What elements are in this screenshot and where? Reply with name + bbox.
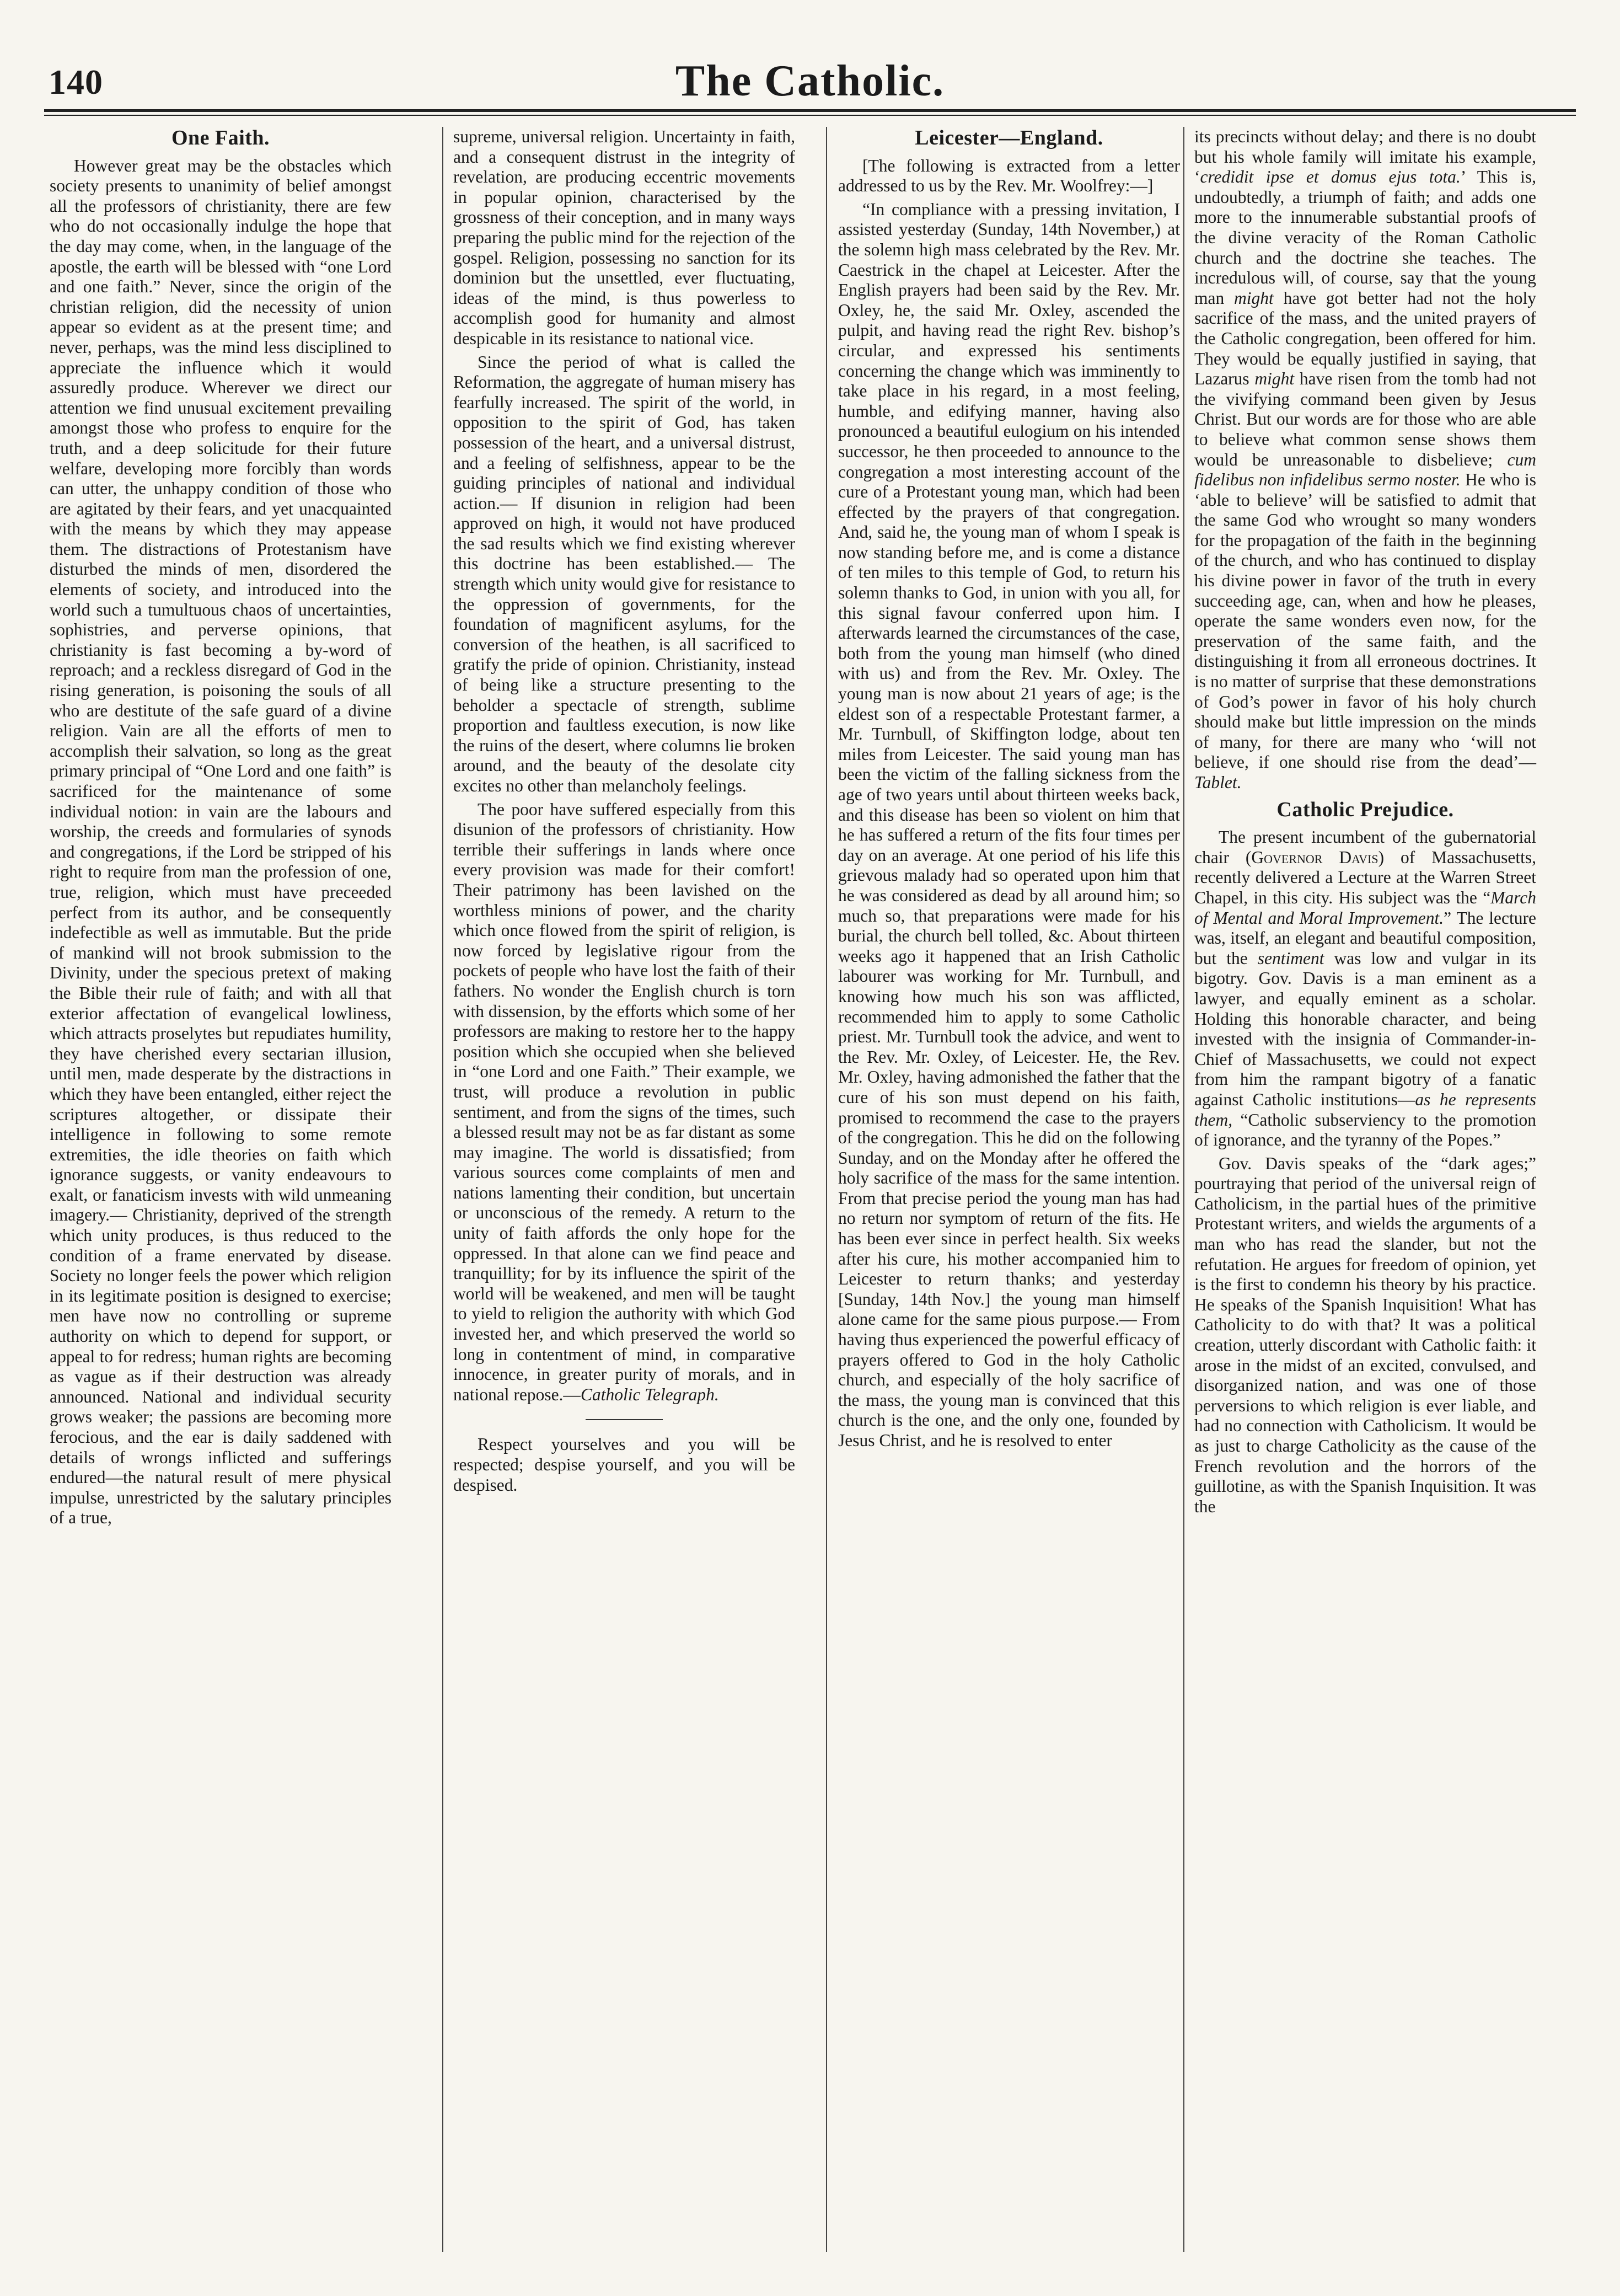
article-heading: Leicester—England. [915, 126, 1103, 149]
paragraph [1194, 827, 1536, 1150]
paragraph: Since the period of what is called the Reformation, the aggregate of human misery has fearfully increased. The spirit of the world, in opposition to the spirit of God, has taken possession of the heart, and a universal distrust, and a feeling of selfishness, appear to be the guiding principles of national and individual action.— If disunion in religion had been approved on high, it would not have produced the sad results which we find existing wherever this doctrine has been established.— The strength which unity would give for resistance to the oppression of governments, for the foundation of magnificent asylums, for the conversion of the heathen, is all sacrificed to gratify the pride of opinion. Christianity, instead of being like a structure presenting to the beholder a spectacle of strength, sublime proportion and faultless execution, is now like the ruins of the desert, where columns lie broken around, and the beauty of the desolate city excites no other than melancholy feelings. [453, 352, 795, 795]
article-heading: Catholic Prejudice. [1276, 798, 1454, 821]
paragraph [453, 800, 795, 1405]
page-number: 140 [49, 62, 103, 101]
latin-quote: credidit ipse et domus ejus tota. [1200, 167, 1461, 187]
text-run: have got better had not the holy sacrifice of the mass, and the united prayers of the Catholic congregation, been offered for him. They would be equally justified in saying, that Lazarus [1194, 288, 1536, 389]
text-run: ” The lecture was, itself, an elegant and beautiful composition, but the [1194, 908, 1536, 968]
text-run: He who is ‘able to believe’ will be satisfied to admit that the same God who wrought so many wonders for the propagation of the faith in the beginning of the church, and who has continued to display his divine power in favor of the truth in every succeeding age, can, when and how he pleases, operate the same wonders even now, for the preservation of the same faith, and the distinguishing it from all erroneous doctrines. It is no matter of surprise that these demonstrations of God’s power in favor of his holy church should make but little impression on the minds of many, for there are many who ‘will not believe, if one should rise from the dead’— [1194, 470, 1536, 772]
masthead: The Catholic. [675, 57, 945, 105]
article-heading: One Faith. [171, 126, 270, 149]
text-run: The present incumbent of the gubernatorial chair ( [1194, 827, 1536, 867]
emphasis: sentiment [1257, 948, 1324, 968]
column-1 [50, 127, 391, 1528]
text-run: was low and vulgar in its bigotry. Gov. Davis is a man eminent as a lawyer, and equally eminent as a scholar. Holding this honorable character, and being invested with the insignia of Commander-in-Chief of Massachusetts, we could not expect from him the rampant bigotry of a fanatic against Catholic institutions— [1194, 948, 1536, 1109]
intro-note: [The following is extracted from a letter addressed to us by the Rev. Mr. Woolfrey:—] [838, 156, 1180, 196]
paragraph-text: The poor have suffered especially from this disunion of the professors of christianity. How terrible their sufferings in lands where once every provision was made for their comfort! Their patrimony has been lavished on the worthless minions of power, and the charity which once flowed from the spirit of religion, is now forced by legislative rigour from the pockets of people who have lost the faith of their fathers. No wonder the English church is torn with dissension, by the efforts which some of her professors are making to restore her to the happy position which she occupied when she believed in “one Lord and one Faith.” Their example, we trust, will produce a revolution in public sentiment, and from the signs of the times, such a blessed result may not be as far distant as some may imagine. The world is dissatisfied; from various sources come complaints of men and nations lamenting their condition, but uncertain or unconscious of the remedy. A return to the unity of faith affords the only hope for the oppressed. In that alone can we find peace and tranquillity; for by its influence the spirit of the world will be weakened, and men will be taught to yield to religion the authority with which God invested her, and which preserved the world so long in contentment of mind, in comparative innocence, in greater purity of morals, and in national repose.— [453, 799, 795, 1404]
paragraph [1194, 127, 1536, 793]
emphasis: might [1254, 369, 1295, 389]
column-divider [442, 127, 443, 2252]
text-run: ) of Massachusetts, recently delivered a Lecture at the Warren Street Chapel, in this city. His subject was the “ [1194, 847, 1536, 907]
column-divider [1183, 127, 1184, 2252]
source-credit: Catholic Telegraph. [580, 1384, 719, 1404]
header-rule [44, 109, 1576, 112]
column-divider [826, 127, 827, 2252]
text-run: ’ This is, undoubtedly, a triumph of faith; and adds one more to the innumerable substantial proofs of the divine veracity of the Roman Catholic church and the doctrine she teaches. The incredulous will, of course, say that the young man [1194, 167, 1536, 308]
section-rule [586, 1419, 663, 1420]
column-3 [838, 127, 1180, 1451]
emphasis: as he represents them, [1194, 1089, 1536, 1130]
emphasis: might [1234, 288, 1274, 308]
column-4 [1194, 127, 1536, 1517]
text-run: have risen from the tomb had not the vivifying command been given by Jesus Christ. But our words are for those who are able to believe what common sense shows them would be unreasonable to disbelieve; [1194, 369, 1536, 469]
paragraph: Respect yourselves and you will be respected; despise yourself, and you will be despised. [453, 1435, 795, 1495]
source-credit: Tablet. [1194, 773, 1242, 792]
text-run: its precincts without delay; and there is no doubt but his whole family will imitate his example, ‘ [1194, 127, 1536, 187]
column-2 [453, 127, 795, 1495]
lecture-title: March of Mental and Moral Improvement. [1194, 887, 1536, 928]
header-rule-thin [44, 115, 1576, 116]
small-caps-name: Governor Davis [1251, 847, 1378, 867]
paragraph: However great may be the obstacles which society presents to unanimity of belief amongst all the professors of christianity, there are few who do not occasionally indulge the hope that the day may come, when, in the language of the apostle, the earth will be blessed with “one Lord and one faith.” Never, since the origin of the christian religion, did the necessity of union appear so evident as at the present time; and never, perhaps, was the mind less disciplined to appreciate the influence which it would assuredly produce. Wherever we direct our attention we find unusual excitement prevailing amongst those who profess to enquire for the truth, and a deep solicitude for their future welfare, developing more forcibly than words can utter, the unhappy condition of those who are agitated by their fears, and yet unacquainted with the means by which they may appease them. The distractions of Protestanism have disturbed the minds of men, disordered the elements of society, and introduced into the world such a tumultuous chaos of uncertainties, sophistries, and perverse opinions, that christianity is fast becoming a by-word of reproach; and a reckless disregard of God in the rising generation, is poisoning the souls of all who are destitute of the safe guard of a divine religion. Vain are all the efforts of men to accomplish their salvation, so long as the great primary principal of “One Lord and one faith” is sacrificed for the maintenance of some individual notion: in vain are the labours and worship, the creeds and formularies of synods and congregations, if the Lord be stripped of his right to require from man the profession of one, true, religion, which must have preceeded perfect from its author, and be consequently indefectible as well as immutable. But the pride of mankind will not brook submission to the Divinity, under the specious pretext of making the Bible their rule of faith; and with all that exterior affectation of evangelical lowliness, which attracts proselytes but repudiates humility, they have cherished every sectarian illusion, until men, made desperate by the distractions in which they have been entangled, either reject the scriptures altogether, or dissipate their intelligence in following to some remote extremities, the idle theories on faith which ignorance suggests, or vanity endeavours to exalt, or fanaticism invests with wild unmeaning imagery.— Christianity, deprived of the strength which unity produces, is thus reduced to the condition of a frame enervated by disease. Society no longer feels the power which religion in its legitimate position is designed to exercise; men have now no controlling or supreme authority on which to depend for support, or appeal to for redress; human rights are becoming as vague as if their destruction was already announced. National and individual security grows weaker; the passions are becoming more ferocious, and the ear is daily saddened with details of wrongs inflicted and sufferings endured—the natural result of mere physical impulse, unrestricted by the salutary principles of a true, [50, 156, 391, 1528]
paragraph: Gov. Davis speaks of the “dark ages;” pourtraying that period of the universal reign of Catholicism, in the partial hues of the primitive Protestant writers, and wields the arguments of a man who has read the slander, but not the refutation. He argues for freedom of opinion, yet is the first to condemn his theory by his practice. He speaks of the Spanish Inquisition! What has Catholicity to do with that? It was a political creation, utterly discordant with Catholic faith: it arose in the midst of an excited, convulsed, and disorganized nation, and was one of those perversions to which religion is ever liable, and had no connection with Catholicism. It would be as just to charge Catholicity as the cause of the French revolution and the horrors of the guillotine, as with the Spanish Inquisition. It was the [1194, 1153, 1536, 1516]
latin-quote: cum fidelibus non infidelibus sermo noster. [1194, 449, 1536, 490]
text-run: “Catholic subserviency to the promotion of ignorance, and the tyranny of the Popes.” [1194, 1110, 1536, 1150]
paragraph: “In compliance with a pressing invitation, I assisted yesterday (Sunday, 14th November,) at the solemn high mass celebrated by the Rev. Mr. Caestrick in the chapel at Leicester. After the English prayers had been said by the Rev. Mr. Oxley, he, the said Mr. Oxley, ascended the pulpit, and having read the right Rev. bishop’s circular, and expressed his sentiments concerning the change which was imminently to take place in his regard, in a most feeling, humble, and edifying manner, having also pronounced a beautiful eulogium on his intended successor, he then proceeded to announce to the congregation a most interesting account of the cure of a Protestant young man, which had been effected by the prayers of that congregation. And, said he, the young man of whom I speak is now standing before me, and is come a distance of ten miles to this temple of God, to return his solemn thanks to God, in union with you all, for this signal favour conferred upon him. I afterwards learned the circumstances of the case, both from the young man himself (who dined with us) and from the Rev. Mr. Oxley. The young man is now about 21 years of age; is the eldest son of a respectable Protestant farmer, a Mr. Turnbull, of Skiffington lodge, about ten miles from Leicester. The said young man has been the victim of the falling sickness from the age of two years until about thirteen weeks back, and this disease has been so violent on him that he has suffered a return of the fits four times per day on an average. At one period of his life this grievous malady had so operated upon him that he was considered as dead by all around him; so much so, that preparations were made for his burial, the church bell tolled, &c. About thirteen weeks ago it happened that an Irish Catholic labourer was working for Mr. Turnbull, and knowing how much his son was afflicted, recommended him to apply to some Catholic priest. Mr. Turnbull took the advice, and went to the Rev. Mr. Oxley, of Leicester. He, the Rev. Mr. Oxley, having admonished the father that the cure of his son must depend on his faith, promised to recommend the case to the prayers of the congregation. This he did on the following Sunday, and on the Monday after he offered the holy sacrifice of the mass for the same intention. From that precise period the young man has had no return nor symptom of return of the fits. He has been ever since in perfect health. Six weeks after his cure, his mother accompanied him to Leicester to return thanks; and yesterday [Sunday, 14th Nov.] the young man himself alone came for the same pious purpose.— From having thus experienced the powerful efficacy of prayers offered to God in the holy Catholic church, and especially of the holy sacrifice of the mass, the young man is convinced that this church is the one, and the only one, founded by Jesus Christ, and he is resolved to enter [838, 199, 1180, 1450]
paragraph: supreme, universal religion. Uncertainty in faith, and a consequent distrust in the integrity of revelation, are producing eccentric movements in popular opinion, characterised by the grossness of their conception, and in many ways preparing the public mind for the rejection of the gospel. Religion, possessing no sanction for its dominion but the unsettled, ever fluctuating, ideas of the mind, is thus powerless to accomplish good for humanity and almost despicable in its resistance to national vice. [453, 127, 795, 348]
